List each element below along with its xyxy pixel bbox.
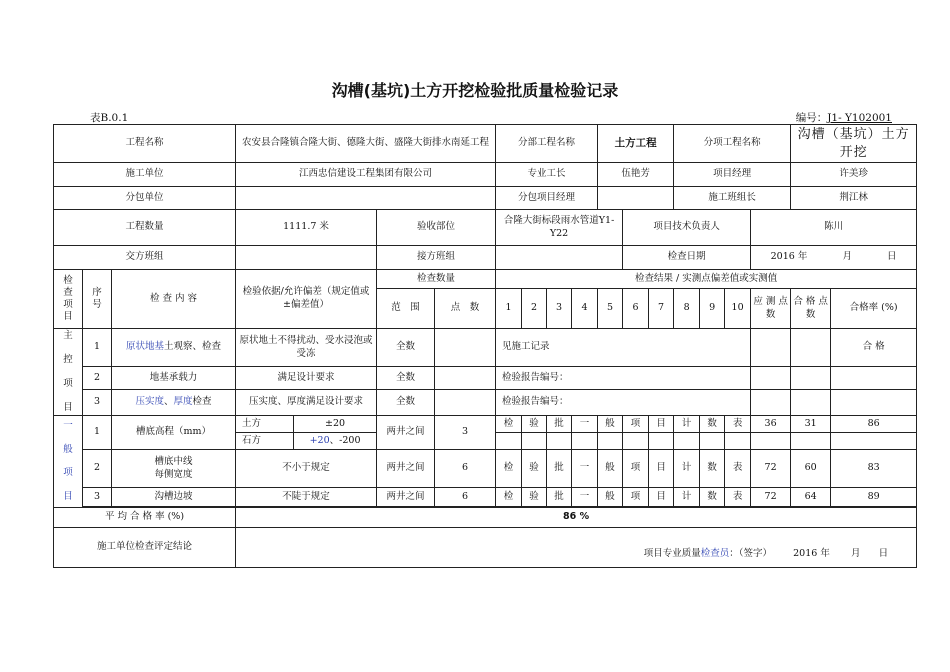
col-range: 范 围 — [377, 289, 435, 329]
seq: 2 — [83, 450, 112, 488]
empty — [572, 433, 598, 450]
rate: 86 — [831, 416, 917, 433]
col-result: 检查结果 / 实测点偏差值或实测值 — [496, 270, 917, 289]
content: 沟槽边坡 — [112, 488, 236, 507]
report-char: 目 — [649, 416, 674, 433]
empty — [598, 433, 623, 450]
empty — [791, 433, 831, 450]
project-name-label: 工程名称 — [54, 125, 236, 163]
measured: 36 — [751, 416, 791, 433]
project-name: 农安县合隆镇合隆大街、德隆大街、盛隆大街排水南延工程 — [236, 125, 496, 163]
item-project: 沟槽（基坑）土方开挖 — [791, 125, 917, 163]
pass: 31 — [791, 416, 831, 433]
main-row-2 — [54, 367, 917, 390]
col-qty: 检查数量 — [377, 270, 496, 289]
empty — [623, 433, 649, 450]
general-row-3 — [54, 488, 917, 507]
report-char: 数 — [700, 450, 725, 488]
contractor-label: 施工单位 — [54, 163, 236, 187]
measured: 72 — [751, 488, 791, 507]
report-char: 数 — [700, 416, 725, 433]
pass — [791, 390, 831, 416]
report-char: 检 — [496, 488, 522, 507]
empty — [649, 433, 674, 450]
report-char: 项 — [623, 488, 649, 507]
basis: 不小于规定 — [236, 450, 377, 488]
pm-label: 项目经理 — [674, 163, 791, 187]
rate: 83 — [831, 450, 917, 488]
col-num: 5 — [598, 289, 623, 329]
conclusion-cell — [236, 528, 917, 568]
row-average — [54, 508, 917, 528]
row-conclusion — [54, 528, 917, 568]
pass — [791, 329, 831, 367]
sub-value: +20、-200 — [294, 433, 377, 450]
record-code: 编号：J1- Y102001 — [795, 112, 892, 124]
measured — [751, 329, 791, 367]
main-row-1 — [54, 329, 917, 367]
sub-project: 土方工程 — [598, 125, 674, 163]
foreman-label: 专业工长 — [496, 163, 598, 187]
report-char: 目 — [649, 488, 674, 507]
pass: 64 — [791, 488, 831, 507]
content: 压实度、厚度检查 — [112, 390, 236, 416]
report-char: 验 — [522, 416, 547, 433]
basis: 不陡于规定 — [236, 488, 377, 507]
seq: 3 — [83, 390, 112, 416]
range: 全数 — [377, 367, 435, 390]
signature-line: 项目专业质量检查员：（签字） 2016 年 月 日 — [643, 548, 889, 560]
report-char: 一 — [572, 450, 598, 488]
col-num: 8 — [674, 289, 700, 329]
report-char: 计 — [674, 488, 700, 507]
quantity-label: 工程数量 — [54, 210, 236, 246]
rate: 89 — [831, 488, 917, 507]
report-char: 项 — [623, 450, 649, 488]
content: 原状地基土观察、检查 — [112, 329, 236, 367]
accept-part: 合隆大街标段雨水管道Y1-Y22 — [496, 210, 623, 246]
col-num: 4 — [572, 289, 598, 329]
col-num: 3 — [547, 289, 572, 329]
item-project-label: 分项工程名称 — [674, 125, 791, 163]
empty — [725, 433, 751, 450]
seq: 2 — [83, 367, 112, 390]
measured: 72 — [751, 450, 791, 488]
points — [435, 367, 496, 390]
row-quantity — [54, 210, 917, 246]
report-char: 验 — [522, 488, 547, 507]
receiver-label: 接方班组 — [377, 246, 496, 270]
report-char: 数 — [700, 488, 725, 507]
sub-project-label: 分部工程名称 — [496, 125, 598, 163]
points — [435, 329, 496, 367]
inspection-table — [53, 124, 917, 568]
general-row-1a — [54, 416, 917, 433]
seq: 1 — [83, 329, 112, 367]
col-num: 7 — [649, 289, 674, 329]
pass: 60 — [791, 450, 831, 488]
report-char: 验 — [522, 450, 547, 488]
measured — [751, 390, 791, 416]
empty — [700, 433, 725, 450]
col-num: 2 — [522, 289, 547, 329]
sub-pm-label: 分包项目经理 — [496, 187, 598, 210]
empty — [522, 433, 547, 450]
basis: 满足设计要求 — [236, 367, 377, 390]
col-num: 10 — [725, 289, 751, 329]
report-char: 计 — [674, 450, 700, 488]
row-col-header-1 — [54, 270, 917, 289]
report-char: 检 — [496, 416, 522, 433]
receiver — [496, 246, 623, 270]
subcontractor — [236, 187, 496, 210]
row-project — [54, 125, 917, 163]
report-char: 批 — [547, 488, 572, 507]
range: 两井之间 — [377, 450, 435, 488]
tech-lead-label: 项目技术负责人 — [623, 210, 751, 246]
report-char: 一 — [572, 416, 598, 433]
empty — [674, 433, 700, 450]
points: 6 — [435, 488, 496, 507]
quantity: 1111.7 米 — [236, 210, 377, 246]
col-measured: 应 测 点 数 — [751, 289, 791, 329]
handover — [236, 246, 377, 270]
range: 全数 — [377, 390, 435, 416]
col-pass: 合 格 点 数 — [791, 289, 831, 329]
general-label: 一 般 项 目 — [54, 416, 83, 508]
report-char: 一 — [572, 488, 598, 507]
points — [435, 390, 496, 416]
check-date-label: 检查日期 — [623, 246, 751, 270]
page-title: 沟槽(基坑)土方开挖检验批质量检验记录 — [331, 81, 619, 100]
main-control-label: 主 控 项 目 — [54, 329, 83, 416]
col-item: 检 查 项 目 — [54, 270, 83, 329]
seq: 3 — [83, 488, 112, 507]
sub-pm — [598, 187, 674, 210]
report-char: 检 — [496, 450, 522, 488]
points: 6 — [435, 450, 496, 488]
rate: 合 格 — [831, 329, 917, 367]
report-char: 目 — [649, 450, 674, 488]
report-char: 般 — [598, 450, 623, 488]
tech-lead: 陈川 — [751, 210, 917, 246]
team-leader: 荆江林 — [791, 187, 917, 210]
basis: 原状地土不得扰动、受水浸泡或受冻 — [236, 329, 377, 367]
rate — [831, 367, 917, 390]
general-row-2 — [54, 450, 917, 488]
pass — [791, 367, 831, 390]
range: 两井之间 — [377, 416, 435, 450]
points: 3 — [435, 416, 496, 450]
seq: 1 — [83, 416, 112, 450]
range: 全数 — [377, 329, 435, 367]
col-num: 9 — [700, 289, 725, 329]
main-row-3 — [54, 390, 917, 416]
row-contractor — [54, 163, 917, 187]
result: 检验报告编号： — [496, 390, 751, 416]
content: 槽底高程（mm） — [112, 416, 236, 450]
sub-label: 土方 — [236, 416, 294, 433]
sub-value: ±20 — [294, 416, 377, 433]
empty — [751, 433, 791, 450]
report-char: 表 — [725, 450, 751, 488]
report-char: 表 — [725, 416, 751, 433]
form-number: 表B.0.1 — [90, 112, 129, 124]
average-label: 平 均 合 格 率 (%) — [54, 508, 236, 528]
col-points: 点 数 — [435, 289, 496, 329]
accept-part-label: 验收部位 — [377, 210, 496, 246]
rate — [831, 390, 917, 416]
basis: 压实度、厚度满足设计要求 — [236, 390, 377, 416]
foreman: 伍艳芳 — [598, 163, 674, 187]
conclusion-label: 施工单位检查评定结论 — [54, 528, 236, 568]
report-char: 计 — [674, 416, 700, 433]
result: 见施工记录 — [496, 329, 751, 367]
col-content: 检 查 内 容 — [112, 270, 236, 329]
average-value: 86 % — [236, 508, 917, 528]
content: 地基承载力 — [112, 367, 236, 390]
report-char: 般 — [598, 416, 623, 433]
check-date: 2016 年 月 日 — [751, 246, 917, 270]
row-subcontractor — [54, 187, 917, 210]
pm: 许美珍 — [791, 163, 917, 187]
handover-label: 交方班组 — [54, 246, 236, 270]
contractor: 江西忠信建设工程集团有限公司 — [236, 163, 496, 187]
content: 槽底中线 每侧宽度 — [112, 450, 236, 488]
col-rate: 合格率 (%) — [831, 289, 917, 329]
empty — [496, 433, 522, 450]
col-num: 1 — [496, 289, 522, 329]
row-handover — [54, 246, 917, 270]
measured — [751, 367, 791, 390]
result: 检验报告编号： — [496, 367, 751, 390]
report-char: 表 — [725, 488, 751, 507]
subcontractor-label: 分包单位 — [54, 187, 236, 210]
report-char: 批 — [547, 450, 572, 488]
report-char: 项 — [623, 416, 649, 433]
sub-label: 石方 — [236, 433, 294, 450]
empty — [547, 433, 572, 450]
empty — [831, 433, 917, 450]
report-char: 般 — [598, 488, 623, 507]
range: 两井之间 — [377, 488, 435, 507]
report-char: 批 — [547, 416, 572, 433]
col-basis: 检验依据/允许偏差（规定值或±偏差值） — [236, 270, 377, 329]
col-num: 6 — [623, 289, 649, 329]
team-leader-label: 施工班组长 — [674, 187, 791, 210]
col-seq: 序 号 — [83, 270, 112, 329]
